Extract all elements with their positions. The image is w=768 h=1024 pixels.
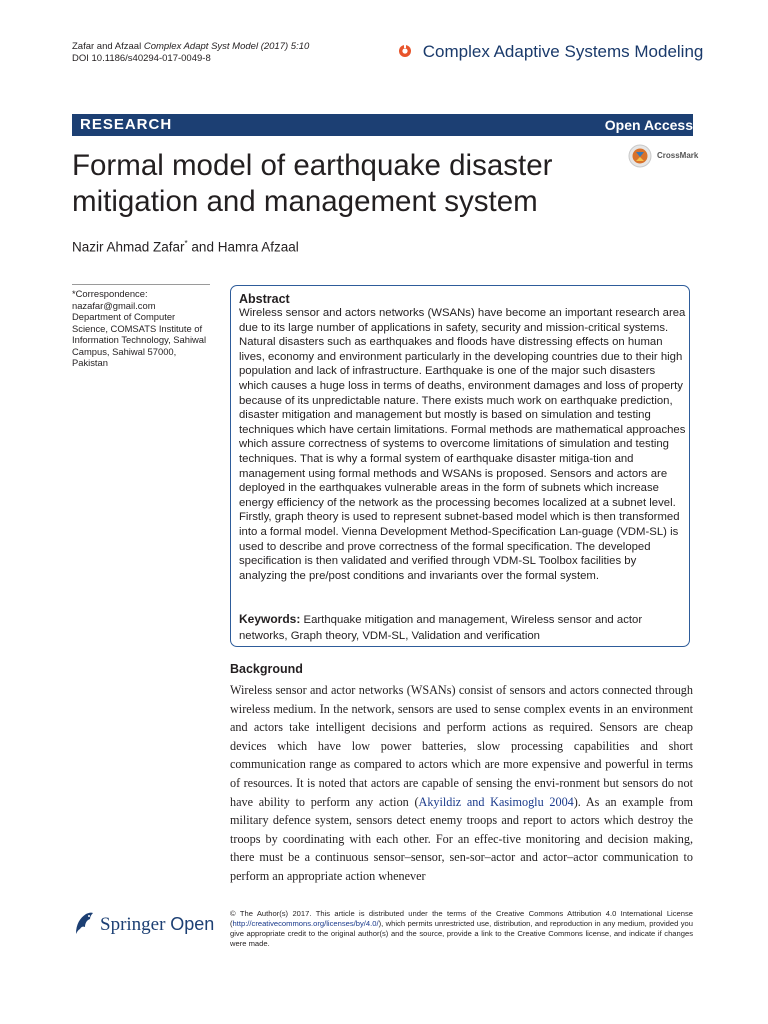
- citation-volume: (2017) 5:10: [260, 41, 310, 52]
- citation-link-authors[interactable]: Akyildiz and Kasimoglu: [418, 794, 544, 809]
- correspondence-email[interactable]: nazafar@gmail.com: [72, 299, 156, 311]
- journal-logo-icon: [398, 44, 412, 58]
- abstract-heading: Abstract: [239, 292, 290, 306]
- springer-open-logo[interactable]: [72, 910, 214, 936]
- keywords: [239, 611, 687, 644]
- publisher-name: Springer: [100, 914, 166, 935]
- citation-header: [72, 41, 309, 65]
- affiliation-rule: [72, 284, 210, 285]
- open-access-label: Open Access: [604, 117, 693, 133]
- affiliation-department: Department of Computer Science, COMSATS Institute of Information Technology, Sahiwal Campus, Sahiwal 57000, Pakistan: [72, 311, 207, 368]
- article-title: Formal model of earthquake disaster mitigation and management system: [72, 149, 553, 218]
- affiliation-block: [72, 284, 212, 369]
- author-rest[interactable]: and Hamra Afzaal: [187, 239, 299, 255]
- journal-name: Complex Adaptive Systems Modeling: [422, 42, 704, 61]
- author-list: [72, 239, 299, 255]
- license-text-1: © The Author(s) 2017. This article is distributed under the terms of the Creative Commons Attribution 4.0 International License (: [230, 909, 693, 928]
- springer-horse-icon: [72, 910, 96, 936]
- keywords-list: Earthquake mitigation and management, Wireless sensor and actor networks, Graph theory, VDM-SL, Validation and verification: [239, 614, 643, 642]
- correspondence-label: *Correspondence:: [72, 288, 148, 299]
- crossmark-label[interactable]: CrossMark: [657, 151, 699, 160]
- journal-brand[interactable]: [398, 42, 703, 62]
- citation-link-year[interactable]: 2004: [549, 794, 574, 809]
- citation-authors: Zafar and Afzaal: [72, 41, 142, 52]
- author-first[interactable]: Nazir Ahmad Zafar: [72, 239, 185, 255]
- license-link[interactable]: http://creativecommons.org/licenses/by/4.0/: [232, 919, 379, 928]
- background-text-1: Wireless sensor and actor networks (WSANs) consist of sensors and actors connected through wireless medium. In the network, sensors are used to sense complex events in an environment and actors take intelligent decisions and perform actions as required. Sensors are cheap devices which have low power batteries, slow processing capabilities and short communication range as compared to actors which are more expensive and powerful in terms of resources. It is noted that actors are capable of sensing the envi-ronment but sensors do not have ability to perform any action (: [230, 683, 693, 809]
- background-paragraph: [230, 681, 693, 886]
- research-label: RESEARCH: [80, 116, 173, 133]
- background-text-2: ). As an example from military defence system, sensors detect enemy troops and report to actors which destroy the troops by coordinating with each other. For an effec-tive monitoring and decision making, there must be a continuous sensor–sensor, sen-sor–actor and actor–actor communication to perform an appropriate action whenever: [230, 794, 694, 883]
- corresponding-marker: *: [184, 239, 188, 248]
- license-text-2: ), which permits unrestricted use, distribution, and reproduction in any medium, provided you give appropriate credit to the original author(s) and the source, provide a link to the Creative Commons license, and indicate if changes were made.: [230, 919, 693, 948]
- citation-journal: Complex Adapt Syst Model: [143, 41, 259, 52]
- section-heading-background: Background: [230, 662, 303, 676]
- publisher-open: Open: [170, 914, 215, 934]
- keywords-label: Keywords:: [239, 612, 301, 626]
- license-text: [230, 909, 693, 949]
- abstract-text: Wireless sensor and actors networks (WSANs) have become an important research area due to its large number of applications in safety, security and mission-critical systems. Natural disasters such as earthquakes and floods have distressing effects on human lives, economy and environment particularly in the developing countries due to their high population and lack of infrastructure. Earthquake is one of the major such disasters which causes a huge loss in terms of deaths, environment damages and loss of property because of its unpredictable nature. There exists much work on earthquake prediction, disaster mitigation and management but mostly is based on simulation and testing techniques which have certain limitations. Formal methods are mathematical approaches which assure correctness of systems to overcome limitations of simulation and testing techniques. That is why a formal system of earthquake disaster mitiga-tion and management using formal methods and WSANs is proposed. Sensors and actors are deployed in the earthquakes vulnerable areas in the form of subnets which increase energy efficiency of the network as the processing becomes localized at a subnet level. Firstly, graph theory is used to represent subnet-based model which is then transformed into a formal model. Vienna Development Method-Specification Lan-guage (VDM-SL) is used to describe and prove correctness of the formal specification. The developed specification is then validated and verified through VDM-SL Toolbox facilities by analyzing the pre/post conditions and invariants over the formal system.: [239, 307, 686, 582]
- doi[interactable]: DOI 10.1186/s40294-017-0049-8: [72, 53, 211, 64]
